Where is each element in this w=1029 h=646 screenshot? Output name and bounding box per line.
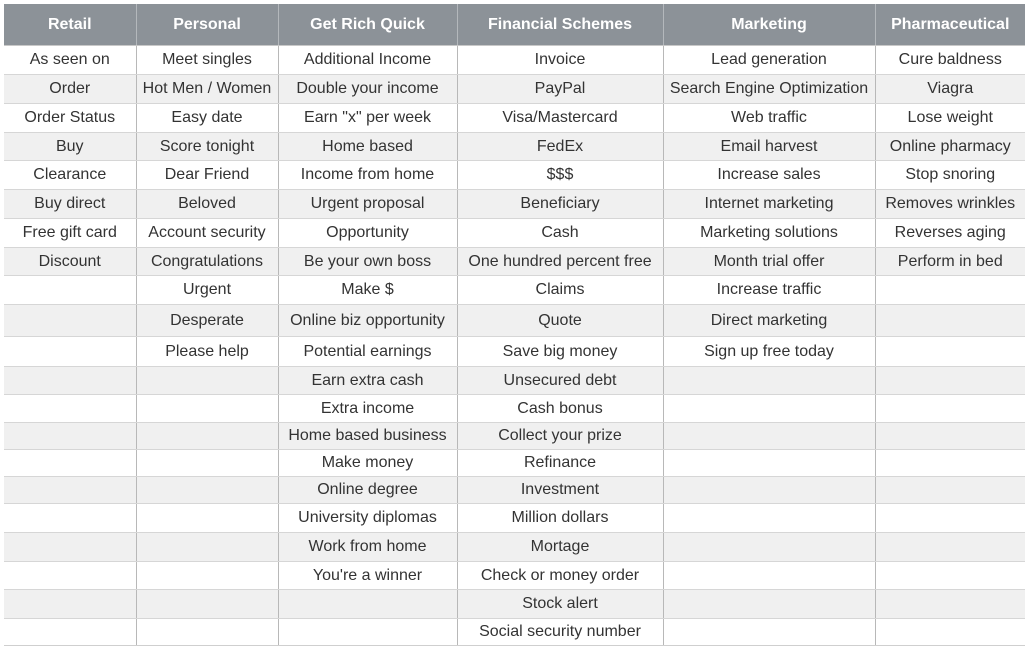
table-cell-personal — [136, 477, 278, 504]
table-cell-marketing — [663, 477, 875, 504]
table-cell-personal — [136, 590, 278, 619]
table-cell-marketing — [663, 504, 875, 533]
table-cell-financial-schemes: Million dollars — [457, 504, 663, 533]
table-cell-personal — [136, 395, 278, 423]
table-cell-pharmaceutical: Removes wrinkles — [875, 190, 1025, 219]
table-row — [4, 590, 1025, 619]
table-cell-financial-schemes: Claims — [457, 276, 663, 305]
table-cell-retail: Buy direct — [4, 190, 136, 219]
table-cell-pharmaceutical: Viagra — [875, 75, 1025, 104]
table-cell-personal — [136, 504, 278, 533]
table-cell-get-rich-quick: Additional Income — [278, 46, 457, 75]
table-cell-get-rich-quick: Make money — [278, 450, 457, 477]
table-cell-personal: Easy date — [136, 104, 278, 133]
table-cell-retail — [4, 477, 136, 504]
table-cell-pharmaceutical: Lose weight — [875, 104, 1025, 133]
table-cell-pharmaceutical — [875, 337, 1025, 367]
table-cell-retail — [4, 504, 136, 533]
column-header-personal: Personal — [136, 4, 278, 46]
table-cell-pharmaceutical — [875, 504, 1025, 533]
table-cell-financial-schemes: Save big money — [457, 337, 663, 367]
table-cell-personal — [136, 533, 278, 562]
table-cell-marketing: Direct marketing — [663, 305, 875, 337]
table-cell-pharmaceutical: Reverses aging — [875, 219, 1025, 248]
table-cell-financial-schemes: Quote — [457, 305, 663, 337]
table-row — [4, 337, 1025, 367]
table-cell-marketing: Increase sales — [663, 161, 875, 190]
column-header-get-rich-quick: Get Rich Quick — [278, 4, 457, 46]
table-cell-pharmaceutical: Cure baldness — [875, 46, 1025, 75]
table-cell-get-rich-quick: Be your own boss — [278, 248, 457, 276]
table-cell-personal: Congratulations — [136, 248, 278, 276]
table-row — [4, 305, 1025, 337]
table-cell-pharmaceutical — [875, 367, 1025, 395]
table-cell-marketing: Month trial offer — [663, 248, 875, 276]
table-cell-retail: As seen on — [4, 46, 136, 75]
table-cell-personal — [136, 619, 278, 646]
table-cell-retail: Discount — [4, 248, 136, 276]
table-cell-get-rich-quick: Potential earnings — [278, 337, 457, 367]
table-row — [4, 46, 1025, 75]
table-cell-marketing: Marketing solutions — [663, 219, 875, 248]
table-cell-pharmaceutical — [875, 423, 1025, 450]
table-cell-marketing: Internet marketing — [663, 190, 875, 219]
table-cell-personal — [136, 562, 278, 590]
table-cell-get-rich-quick: Urgent proposal — [278, 190, 457, 219]
table-cell-marketing — [663, 590, 875, 619]
table-cell-get-rich-quick: Opportunity — [278, 219, 457, 248]
table-cell-financial-schemes: Unsecured debt — [457, 367, 663, 395]
table-cell-marketing: Email harvest — [663, 133, 875, 161]
table-cell-personal — [136, 367, 278, 395]
header-row — [4, 4, 1025, 46]
table-cell-financial-schemes: Investment — [457, 477, 663, 504]
table-cell-get-rich-quick: Income from home — [278, 161, 457, 190]
spam-words-table — [4, 4, 1025, 646]
table-cell-pharmaceutical: Perform in bed — [875, 248, 1025, 276]
table-cell-get-rich-quick: Make $ — [278, 276, 457, 305]
table-cell-retail: Order Status — [4, 104, 136, 133]
table-cell-personal: Desperate — [136, 305, 278, 337]
table-cell-financial-schemes: Check or money order — [457, 562, 663, 590]
table-row — [4, 104, 1025, 133]
table-cell-marketing: Lead generation — [663, 46, 875, 75]
table-cell-pharmaceutical — [875, 590, 1025, 619]
table-cell-marketing — [663, 562, 875, 590]
table-cell-pharmaceutical — [875, 533, 1025, 562]
table-cell-get-rich-quick: Earn extra cash — [278, 367, 457, 395]
column-header-retail: Retail — [4, 4, 136, 46]
table-row — [4, 161, 1025, 190]
table-cell-retail — [4, 395, 136, 423]
table-cell-financial-schemes: Beneficiary — [457, 190, 663, 219]
table-cell-pharmaceutical — [875, 562, 1025, 590]
table-cell-retail: Order — [4, 75, 136, 104]
table-cell-financial-schemes: One hundred percent free — [457, 248, 663, 276]
table-row — [4, 219, 1025, 248]
table-row — [4, 423, 1025, 450]
table-cell-marketing — [663, 533, 875, 562]
table-cell-financial-schemes: FedEx — [457, 133, 663, 161]
table-row — [4, 248, 1025, 276]
table-body — [4, 46, 1025, 646]
column-header-marketing: Marketing — [663, 4, 875, 46]
table-row — [4, 533, 1025, 562]
table-cell-get-rich-quick: Online degree — [278, 477, 457, 504]
table-row — [4, 276, 1025, 305]
table-cell-marketing — [663, 619, 875, 646]
table-cell-personal: Account security — [136, 219, 278, 248]
table-cell-personal: Please help — [136, 337, 278, 367]
table-row — [4, 190, 1025, 219]
table-cell-get-rich-quick — [278, 590, 457, 619]
table-cell-financial-schemes: Stock alert — [457, 590, 663, 619]
table-cell-marketing — [663, 395, 875, 423]
table-cell-get-rich-quick — [278, 619, 457, 646]
table-row — [4, 619, 1025, 646]
table-cell-retail — [4, 562, 136, 590]
table-cell-pharmaceutical — [875, 450, 1025, 477]
table-cell-pharmaceutical: Stop snoring — [875, 161, 1025, 190]
table-cell-pharmaceutical: Online pharmacy — [875, 133, 1025, 161]
table-cell-personal: Urgent — [136, 276, 278, 305]
table-cell-marketing — [663, 450, 875, 477]
table-row — [4, 562, 1025, 590]
table-cell-personal: Beloved — [136, 190, 278, 219]
spam-words-table-container — [4, 4, 1025, 646]
table-cell-financial-schemes: PayPal — [457, 75, 663, 104]
table-cell-financial-schemes: Social security number — [457, 619, 663, 646]
table-cell-get-rich-quick: Home based — [278, 133, 457, 161]
table-cell-retail — [4, 276, 136, 305]
table-cell-pharmaceutical — [875, 276, 1025, 305]
table-row — [4, 504, 1025, 533]
table-row — [4, 133, 1025, 161]
table-cell-personal — [136, 423, 278, 450]
table-row — [4, 477, 1025, 504]
table-cell-marketing: Increase traffic — [663, 276, 875, 305]
table-cell-retail — [4, 423, 136, 450]
table-cell-marketing: Search Engine Optimization — [663, 75, 875, 104]
table-cell-retail — [4, 450, 136, 477]
table-cell-marketing: Sign up free today — [663, 337, 875, 367]
table-cell-retail: Free gift card — [4, 219, 136, 248]
table-cell-retail — [4, 337, 136, 367]
table-row — [4, 367, 1025, 395]
table-cell-marketing: Web traffic — [663, 104, 875, 133]
table-cell-get-rich-quick: Online biz opportunity — [278, 305, 457, 337]
table-cell-personal: Hot Men / Women — [136, 75, 278, 104]
table-cell-personal: Score tonight — [136, 133, 278, 161]
table-cell-financial-schemes: Invoice — [457, 46, 663, 75]
table-header — [4, 4, 1025, 46]
table-cell-retail — [4, 619, 136, 646]
table-cell-personal: Dear Friend — [136, 161, 278, 190]
table-cell-retail — [4, 305, 136, 337]
table-cell-personal — [136, 450, 278, 477]
table-cell-pharmaceutical — [875, 305, 1025, 337]
table-cell-financial-schemes: Cash — [457, 219, 663, 248]
table-cell-get-rich-quick: Earn "x" per week — [278, 104, 457, 133]
table-cell-financial-schemes: Refinance — [457, 450, 663, 477]
table-cell-financial-schemes: Collect your prize — [457, 423, 663, 450]
table-cell-retail — [4, 533, 136, 562]
table-cell-get-rich-quick: Extra income — [278, 395, 457, 423]
table-cell-marketing — [663, 423, 875, 450]
table-cell-get-rich-quick: Double your income — [278, 75, 457, 104]
table-cell-retail: Clearance — [4, 161, 136, 190]
table-cell-get-rich-quick: Home based business — [278, 423, 457, 450]
table-cell-pharmaceutical — [875, 477, 1025, 504]
table-cell-financial-schemes: Mortage — [457, 533, 663, 562]
table-row — [4, 395, 1025, 423]
table-cell-personal: Meet singles — [136, 46, 278, 75]
table-cell-financial-schemes: $$$ — [457, 161, 663, 190]
table-cell-get-rich-quick: You're a winner — [278, 562, 457, 590]
column-header-pharmaceutical: Pharmaceutical — [875, 4, 1025, 46]
table-row — [4, 450, 1025, 477]
table-cell-pharmaceutical — [875, 395, 1025, 423]
table-cell-retail: Buy — [4, 133, 136, 161]
table-cell-get-rich-quick: Work from home — [278, 533, 457, 562]
table-row — [4, 75, 1025, 104]
table-cell-financial-schemes: Visa/Mastercard — [457, 104, 663, 133]
column-header-financial-schemes: Financial Schemes — [457, 4, 663, 46]
table-cell-retail — [4, 367, 136, 395]
table-cell-financial-schemes: Cash bonus — [457, 395, 663, 423]
table-cell-marketing — [663, 367, 875, 395]
table-cell-get-rich-quick: University diplomas — [278, 504, 457, 533]
table-cell-pharmaceutical — [875, 619, 1025, 646]
table-cell-retail — [4, 590, 136, 619]
